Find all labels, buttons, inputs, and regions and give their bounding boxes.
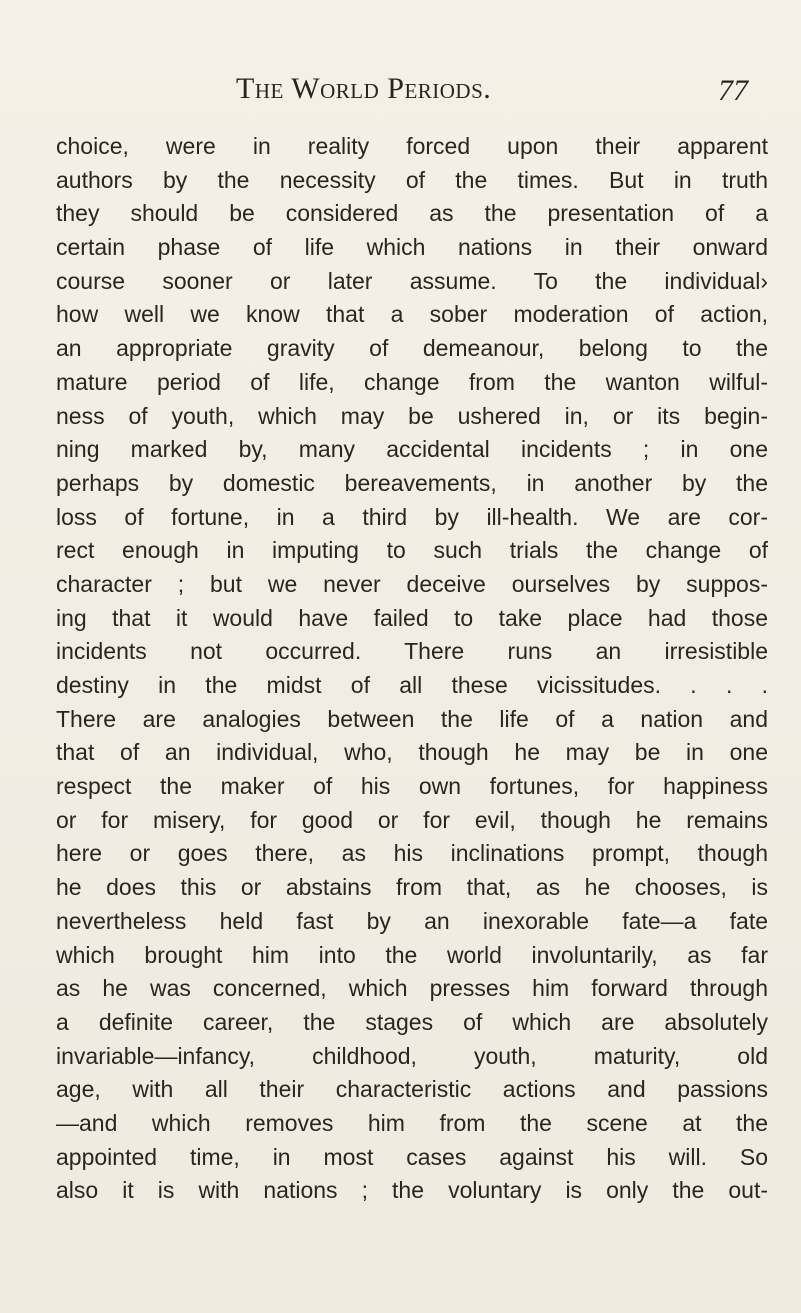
text-line: choice, were in reality forced upon their apparent [56,133,768,159]
text-line: rect enough in imputing to such trials the change of [56,537,768,564]
page-number: 77 [718,74,748,107]
text-line: certain phase of life which nations in their onward [56,234,768,261]
text-line: ness of youth, which may be ushered in, or its begin- [56,402,768,429]
text-line: character ; but we never deceive ourselves by suppos- [56,570,768,597]
running-head: The World Periods. [236,72,492,105]
text-line: course sooner or later assume. To the individual› [56,267,768,294]
text-line: age, with all their characteristic actions and passions [56,1076,768,1103]
text-line: also it is with nations ; the voluntary is only the out- [56,1177,768,1204]
page-header [0,72,801,112]
text-line: loss of fortune, in a third by ill-health. We are cor- [56,503,768,530]
text-line: incidents not occurred. There runs an irresistible [56,638,768,665]
text-line: ing that it would have failed to take place had those [56,604,768,631]
text-line: perhaps by domestic bereavements, in another by the [56,469,768,496]
text-line: appointed time, in most cases against his will. So [56,1143,768,1170]
text-line: here or goes there, as his inclinations prompt, though [56,840,768,867]
text-line: nevertheless held fast by an inexorable fate—a fate [56,907,768,934]
text-line: he does this or abstains from that, as he chooses, is [56,874,768,901]
text-line: or for misery, for good or for evil, though he remains [56,806,768,833]
text-line: an appropriate gravity of demeanour, belong to the [56,335,768,362]
text-line: respect the maker of his own fortunes, for happiness [56,773,768,800]
text-line: they should be considered as the presentation of a [56,200,768,227]
text-line: invariable—infancy, childhood, youth, maturity, old [56,1042,768,1069]
text-line: There are analogies between the life of a nation and [56,705,768,732]
text-line: authors by the necessity of the times. But in truth [56,166,768,193]
text-line: as he was concerned, which presses him forward through [56,975,768,1002]
text-line: mature period of life, change from the wanton wilful- [56,368,768,395]
text-line: ning marked by, many accidental incidents ; in one [56,436,768,463]
text-line: which brought him into the world involuntarily, as far [56,941,768,968]
body-text [56,130,768,1208]
text-line: a definite career, the stages of which are absolutely [56,1008,768,1035]
text-line: —and which removes him from the scene at the [56,1109,768,1136]
text-line: destiny in the midst of all these vicissitudes. . . . [56,672,768,698]
text-line: how well we know that a sober moderation of action, [56,301,768,328]
text-line: that of an individual, who, though he may be in one [56,739,768,766]
